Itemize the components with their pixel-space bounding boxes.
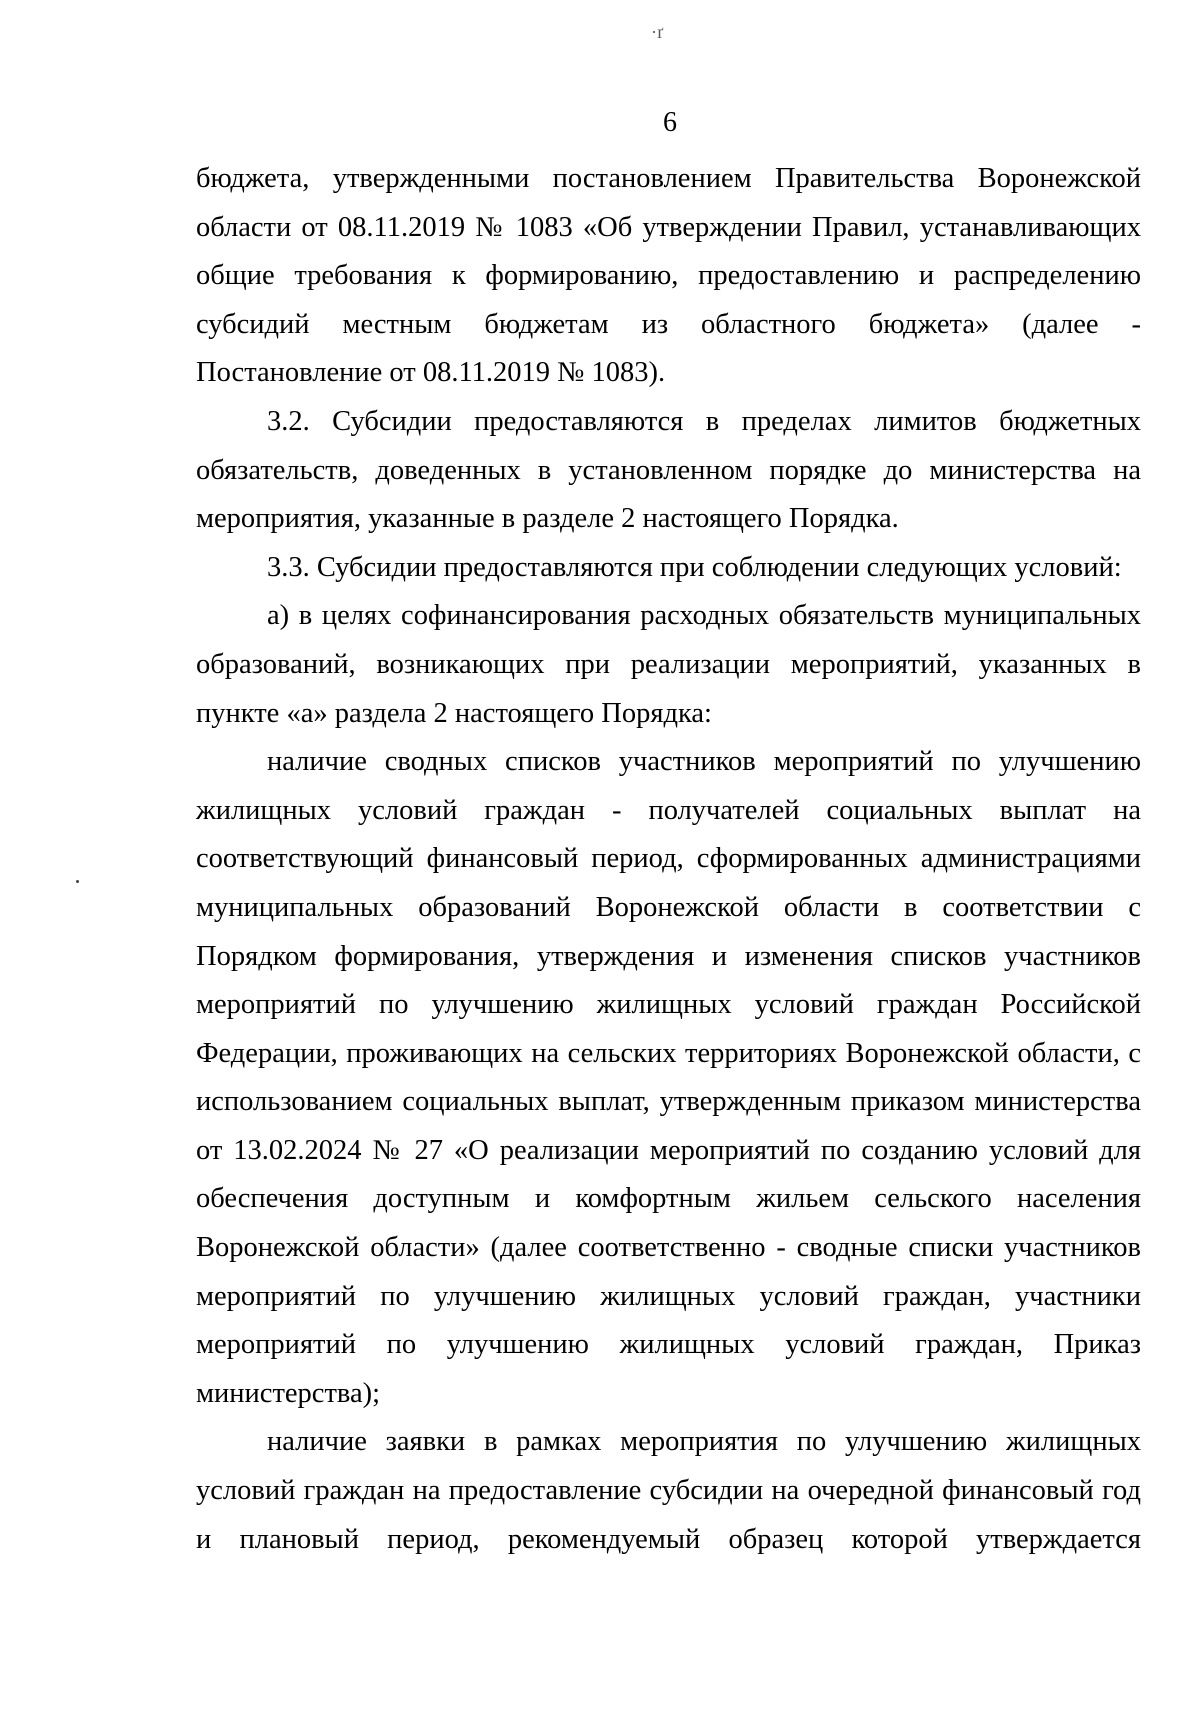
paragraph-summary-lists: наличие сводных списков участников мероприятий по улучшению жилищных условий граждан - получателей социальных выплат на соответствующий финансовый период, сформированных администрациями муниципальных образований Воронежской области в соответствии с Порядком формирования, утверждения и изменения списков участников мероприятий по улучшению жилищных условий граждан Российской Федерации, проживающих на сельских территориях Воронежской области, с использованием социальных выплат, утвержденным приказом министерства от 13.02.2024 № 27 «О реализации мероприятий по созданию условий для обеспечения доступным и комфортным жильем сельского населения Воронежской области» (далее соответственно - сводные списки участников мероприятий по улучшению жилищных условий граждан, участники мероприятий по улучшению жилищных условий граждан, Приказ министерства);: [196, 746, 1141, 1409]
paragraph-3-3: 3.3. Субсидии предоставляются при соблюдении следующих условий:: [267, 551, 1122, 583]
paragraph-condition-a: а) в целях софинансирования расходных обязательств муниципальных образований, возникающих при реализации мероприятий, указанных в пункте «а» раздела 2 настоящего Порядка:: [196, 600, 1141, 729]
page-number: 6: [663, 107, 677, 138]
scan-artifact-dot: [76, 880, 79, 883]
paragraph-application: наличие заявки в рамках мероприятия по улучшению жилищных условий граждан на предоставление субсидии на очередной финансовый год и плановый период, рекомендуемый образец которой утверждается: [196, 1426, 1141, 1555]
paragraph-3-2: 3.2. Субсидии предоставляются в пределах лимитов бюджетных обязательств, доведенных в установленном порядке до министерства на мероприятия, указанные в разделе 2 настоящего Порядка.: [196, 405, 1141, 535]
scan-artifact-mark: ·ґ: [651, 22, 664, 42]
document-body: [196, 155, 1141, 1564]
paragraph-budget-rules: бюджета, утвержденными постановлением Правительства Воронежской области от 08.11.2019 № 1083 «Об утверждении Правил, устанавливающих общие требования к формированию, предоставлению и распределению субсидий местным бюджетам из областного бюджета» (далее - Постановление от 08.11.2019 № 1083).: [196, 163, 1141, 389]
